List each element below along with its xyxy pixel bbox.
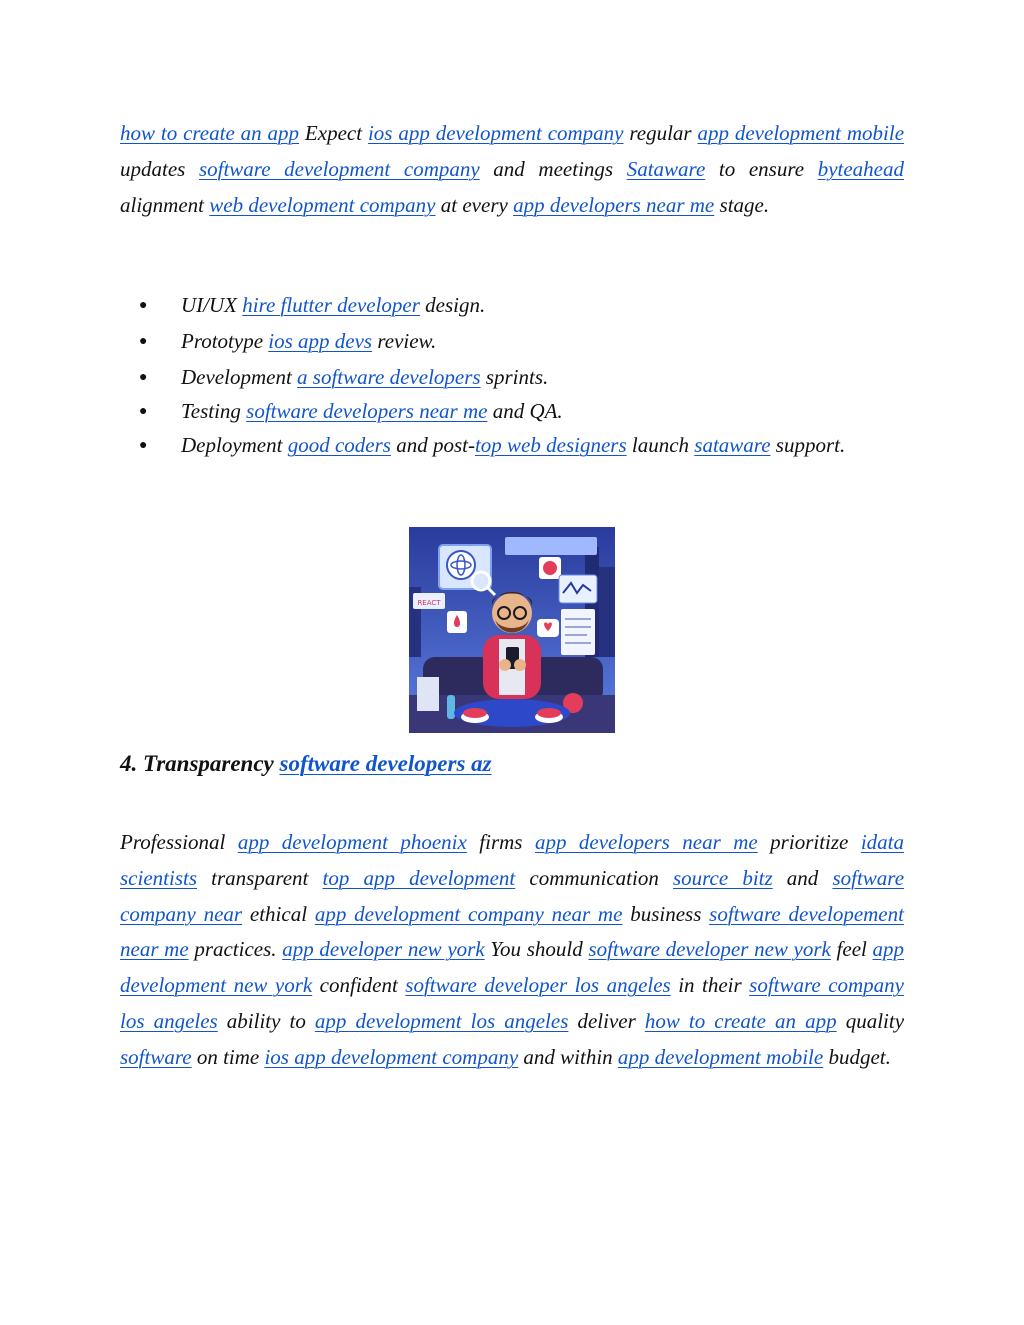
inline-text: You should: [484, 937, 589, 962]
inline-link[interactable]: top web designers: [474, 433, 627, 458]
inline-link[interactable]: how to create an app: [120, 121, 300, 145]
inline-text: Development: [181, 364, 298, 389]
inline-text: feel: [830, 937, 873, 962]
bullet-item-testing: [120, 395, 904, 428]
inline-link[interactable]: app development phoenix: [237, 830, 467, 854]
inline-text: Testing: [181, 399, 247, 424]
inline-link[interactable]: software developers near me: [246, 399, 488, 424]
inline-text: business: [622, 901, 710, 926]
inline-text: on time: [191, 1044, 265, 1069]
inline-text: support.: [770, 433, 846, 458]
bullet-item-design: [120, 288, 904, 324]
process-bullet-list: [120, 288, 904, 463]
inline-text: to ensure: [705, 156, 818, 181]
inline-text: and post-: [390, 433, 475, 458]
inline-link[interactable]: app developers near me: [534, 830, 758, 854]
inline-text: updates: [120, 156, 199, 181]
inline-link[interactable]: source bitz: [672, 865, 773, 890]
inline-link[interactable]: app development mobile: [617, 1044, 824, 1069]
inline-text: alignment: [120, 192, 210, 217]
inline-text: transparent: [197, 865, 323, 890]
bullet-item-prototype: [120, 324, 904, 360]
inline-link[interactable]: app development new york: [120, 937, 905, 998]
inline-link[interactable]: software company near: [120, 865, 905, 926]
section-heading: [120, 748, 492, 780]
inline-text: ethical: [242, 901, 315, 926]
inline-text: ability to: [217, 1008, 315, 1033]
inline-text: firms: [466, 830, 535, 854]
intro-paragraph: [120, 116, 904, 223]
inline-text: sprints.: [480, 364, 549, 389]
inline-link[interactable]: app development mobile: [697, 121, 905, 145]
inline-link[interactable]: app development los angeles: [314, 1008, 569, 1033]
inline-text: and meetings: [479, 156, 627, 181]
inline-link[interactable]: app developers near me: [513, 192, 715, 217]
inline-link[interactable]: app development company near me: [314, 901, 623, 926]
inline-link[interactable]: software: [120, 1044, 192, 1069]
inline-text: design.: [419, 293, 486, 317]
inline-text: launch: [626, 433, 695, 458]
inline-text: UI/UX: [181, 293, 243, 317]
inline-link[interactable]: web development company: [209, 192, 436, 217]
inline-link[interactable]: software company los angeles: [120, 973, 904, 1033]
inline-text: in their: [670, 973, 750, 998]
inline-link[interactable]: software development company: [198, 156, 480, 181]
inline-text: review.: [372, 328, 437, 353]
inline-text: at every: [435, 192, 514, 217]
inline-text: Professional: [120, 830, 238, 854]
inline-link[interactable]: a software developers: [297, 364, 481, 389]
inline-text: regular: [623, 121, 698, 145]
inline-text: Prototype: [181, 328, 269, 353]
inline-link[interactable]: good coders: [287, 433, 391, 458]
inline-text: budget.: [823, 1044, 891, 1069]
inline-text: and: [772, 865, 833, 890]
developer-illustration: [409, 527, 615, 733]
inline-text: communication: [515, 865, 673, 890]
react-badge-label: REACT: [417, 599, 441, 607]
section-heading-link[interactable]: software developers az: [279, 751, 492, 776]
inline-text: practices.: [188, 937, 283, 962]
inline-link[interactable]: hire flutter developer: [242, 293, 420, 317]
developer-illustration-graphic: [409, 527, 615, 733]
inline-text: and within: [518, 1044, 618, 1069]
inline-text: prioritize: [757, 830, 861, 854]
section-title: Transparency: [143, 751, 274, 776]
inline-text: confident: [312, 973, 406, 998]
inline-link[interactable]: ios app development company: [264, 1044, 519, 1069]
inline-link[interactable]: how to create an app: [644, 1008, 837, 1033]
inline-text: and QA.: [487, 399, 563, 424]
inline-link[interactable]: ios app devs: [268, 328, 373, 353]
inline-text: deliver: [568, 1008, 645, 1033]
inline-link[interactable]: byteahead: [817, 156, 904, 181]
transparency-paragraph: [120, 825, 904, 1076]
inline-link[interactable]: ios app development company: [367, 121, 624, 145]
inline-link[interactable]: idata scientists: [120, 830, 904, 890]
inline-link[interactable]: app developer new york: [282, 937, 485, 962]
inline-text: quality: [836, 1008, 905, 1033]
bullet-item-deployment: [120, 428, 904, 463]
section-number: 4.: [120, 751, 138, 776]
inline-link[interactable]: Sataware: [626, 156, 706, 181]
inline-link[interactable]: software developer los angeles: [405, 973, 671, 998]
inline-text: stage.: [714, 192, 770, 217]
inline-link[interactable]: sataware: [694, 433, 771, 458]
inline-link[interactable]: top app development: [322, 865, 516, 890]
bullet-item-development: [120, 360, 904, 396]
inline-text: Expect: [299, 121, 368, 145]
inline-link[interactable]: software developer new york: [588, 937, 831, 962]
inline-text: Deployment: [181, 433, 288, 458]
inline-link[interactable]: software developement near me: [120, 901, 904, 962]
